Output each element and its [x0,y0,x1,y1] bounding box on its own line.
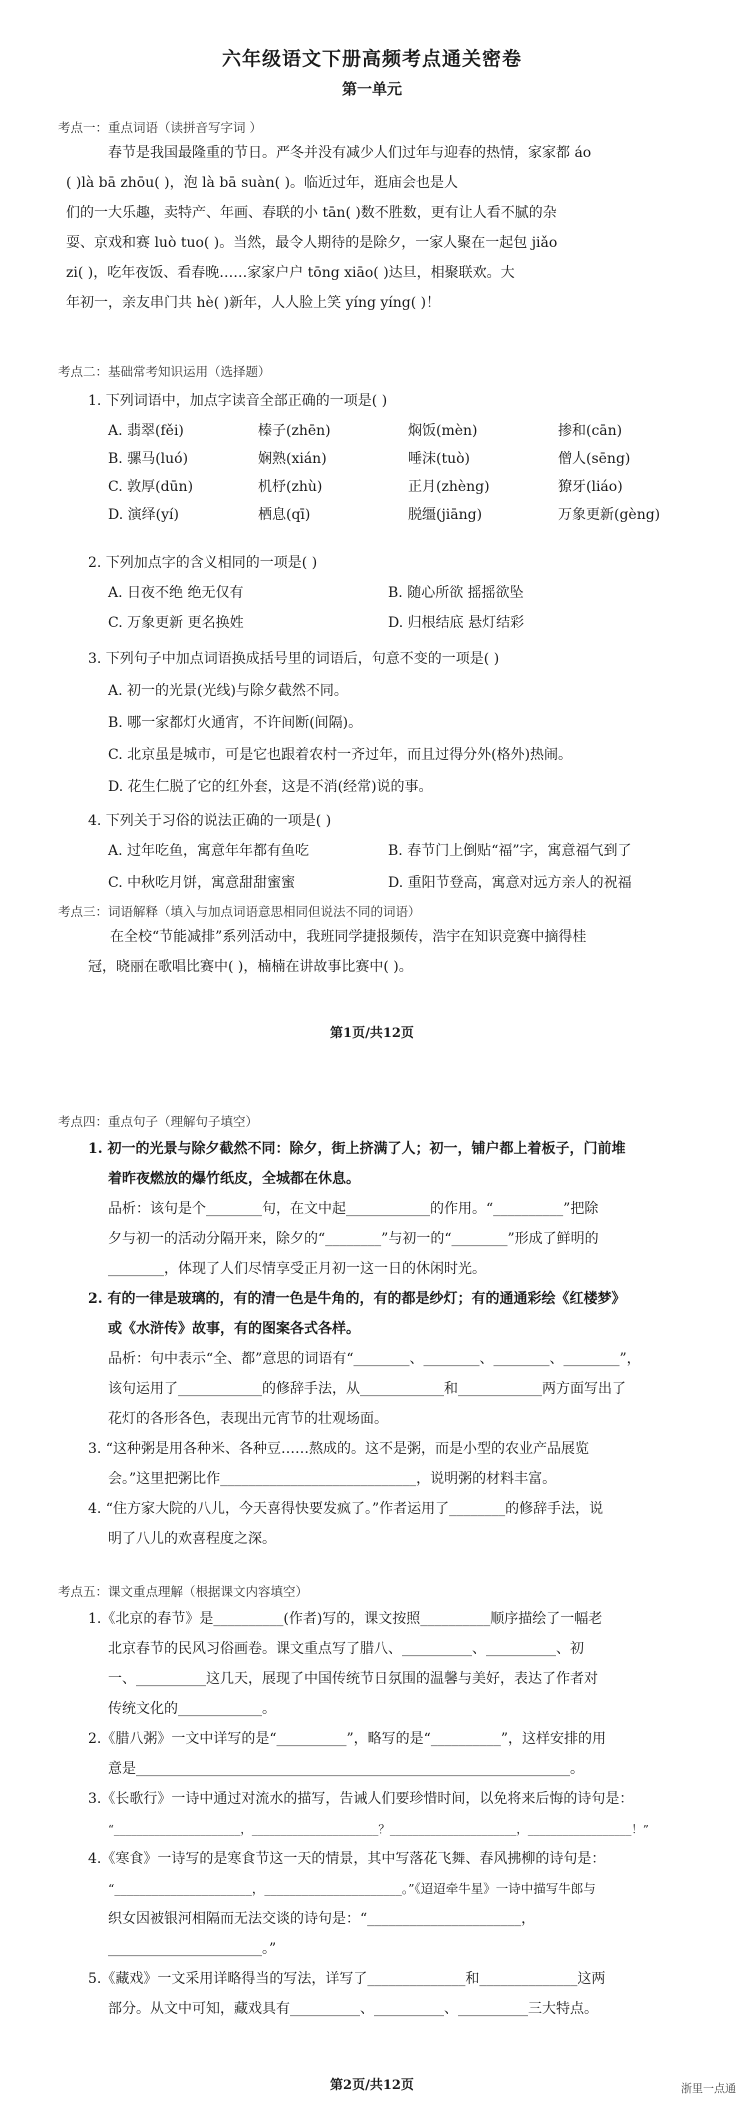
kp4-line: 3. “这种粥是用各种米、各种豆……熬成的。这不是粥，而是小型的农业产品展览 [88,1441,589,1457]
question-4-stem: 4. 下列关于习俗的说法正确的一项是( ) [88,813,332,829]
kp4-line: 或《水浒传》故事，有的图案各式各样。 [108,1321,360,1337]
section-heading-kp4: 考点四：重点句子（理解句子填空） [58,1114,259,1129]
kp4-line: 花灯的各形各色，表现出元宵节的壮观场面。 [108,1411,388,1427]
kp3-line: 在全校“节能减排”系列活动中，我班同学捷报频传，浩宇在知识竞赛中摘得桂 [110,929,587,945]
question-1-options [108,420,688,524]
kp4-line: 4. “住方家大院的八儿，今天喜得快要发疯了。”作者运用了________的修辞手法，说 [88,1501,604,1517]
section-heading-kp2: 考点二：基础常考知识运用（选择题） [58,364,271,379]
kp5-line: “______________________，______________________？______________________，__________________！” [108,1822,649,1836]
option-cell: D. 重阳节登高，寓意对远方亲人的祝福 [388,875,632,891]
option-cell: 榛子(zhēn) [258,423,331,439]
kp5-line: 5.《藏戏》一文采用详略得当的写法，详写了______________和______________这两 [88,1971,606,1987]
option-cell: C. 万象更新 更名换姓 [108,615,244,631]
kp4-line: 明了八儿的欢喜程度之深。 [108,1531,276,1547]
question-1-stem: 1. 下列词语中，加点字读音全部正确的一项是( ) [88,393,388,409]
kp4-line: 会。”这里把粥比作____________________________，说明粥的材料丰富。 [108,1471,557,1487]
kp5-line: 1.《北京的春节》是__________(作者)写的，课文按照__________顺序描绘了一幅老 [88,1611,603,1627]
kp1-line: 耍、京戏和赛 luò tuo( )。当然，最令人期待的是除夕，一家人聚在一起包 jiǎo [66,235,558,251]
kp4-line: 夕与初一的活动分隔开来，除夕的“________”与初一的“________”形成了鲜明的 [108,1231,599,1247]
kp4-line: 1. 初一的光景与除夕截然不同：除夕，街上挤满了人；初一，铺户都上着板子，门前堆 [88,1141,626,1157]
option-cell: 脱缰(jiāng) [408,507,483,523]
kp3-line: 冠，晓丽在歌唱比赛中( )，楠楠在讲故事比赛中( )。 [88,959,413,975]
option-cell: 娴熟(xián) [258,451,327,467]
kp4-line: 2. 有的一律是玻璃的，有的清一色是牛角的，有的都是纱灯；有的通通彩绘《红楼梦》 [88,1291,626,1307]
option-cell: A. 日夜不绝 绝无仅有 [108,585,244,601]
option-cell: 掺和(cān) [558,423,623,439]
kp1-line: 年初一，亲友串门共 hè( )新年，人人脸上笑 yíng yíng( )！ [66,295,441,311]
kp5-line: 部分。从文中可知，藏戏具有__________、__________、__________三大特点。 [108,2001,598,2017]
kp1-passage [66,138,592,318]
kp4-line: 着昨夜燃放的爆竹纸皮，全城都在休息。 [108,1171,360,1187]
page-2 [0,1070,744,2104]
kp5-line: 4.《寒食》一诗写的是寒食节这一天的情景，其中写落花飞舞、春风拂柳的诗句是： [88,1851,606,1867]
kp4-line: ________，体现了人们尽情享受正月初一这一日的休闲时光。 [108,1261,486,1277]
section-heading-kp5: 考点五：课文重点理解（根据课文内容填空） [58,1584,309,1599]
option-cell: 唾沫(tuò) [408,451,470,467]
kp4-line: 品析：句中表示“全、都”意思的词语有“________、________、________、________”， [108,1351,641,1367]
kp5-line: 传统文化的____________。 [108,1701,276,1717]
question-3-stem: 3. 下列句子中加点词语换成括号里的词语后，句意不变的一项是( ) [88,651,500,667]
question-3-option-a: A. 初一的光景(光线)与除夕截然不同。 [108,683,348,699]
kp3-passage [88,922,586,982]
section-heading-kp1: 考点一：重点词语（读拼音写字词 ） [58,120,262,135]
option-cell: 焖饭(mèn) [408,423,478,439]
option-cell: 僧人(sēng) [558,451,631,467]
kp1-line: 春节是我国最隆重的节日。严冬并没有减少人们过年与迎春的热情，家家都 áo [108,145,592,161]
option-cell: D. 归根结底 悬灯结彩 [388,615,525,631]
option-cell: B. 随心所欲 摇摇欲坠 [388,585,524,601]
kp5-line: 一、__________这几天，展现了中国传统节日氛围的温馨与美好，表达了作者对 [108,1671,598,1687]
option-cell: C. 敦厚(dūn) [108,479,194,495]
page-footer: 第2页/共12页 [330,2078,414,2093]
option-cell: C. 中秋吃月饼，寓意甜甜蜜蜜 [108,875,296,891]
option-cell: B. 春节门上倒贴“福”字，寓意福气到了 [388,843,632,859]
option-cell: A. 翡翠(fěi) [108,423,184,439]
kp5-line: 织女因被银河相隔而无法交谈的诗句是：“______________________， [108,1911,536,1927]
question-3-option-b: B. 哪一家都灯火通宵，不许间断(间隔)。 [108,715,363,731]
question-2-options [108,582,688,632]
kp5-line: 北京春节的民风习俗画卷。课文重点写了腊八、__________、__________、初 [108,1641,584,1657]
option-cell: 机杼(zhù) [258,479,323,495]
page-footer: 第1页/共12页 [330,1026,414,1041]
kp5-line: ______________________。” [108,1941,277,1957]
option-cell: B. 骡马(luó) [108,451,189,467]
kp5-line: 2.《腊八粥》一文中详写的是“__________”，略写的是“__________”，这样安排的用 [88,1731,606,1747]
section-heading-kp3: 考点三：词语解释（填入与加点词语意思相同但说法不同的词语） [58,904,421,919]
question-2-stem: 2. 下列加点字的含义相同的一项是( ) [88,555,318,571]
kp5-items [88,1604,688,2024]
kp1-line: 们的一大乐趣，卖特产、年画、春联的小 tān( )数不胜数，更有让人看不腻的杂 [66,205,557,221]
kp4-line: 品析：该句是个________句，在文中起____________的作用。“__________”把除 [108,1201,599,1217]
kp5-line: “______________________，______________________。”《迢迢牵牛星》一诗中描写牛郎与 [108,1881,596,1896]
watermark: 浙里一点通 [681,2082,736,2095]
option-cell: A. 过年吃鱼，寓意年年都有鱼吃 [108,843,310,859]
document-title: 六年级语文下册高频考点通关密卷 [221,48,522,70]
option-cell: 獠牙(liáo) [558,479,623,495]
kp1-line: ( )là bā zhōu( )，泡 là bā suàn( )。临近过年，逛庙会也是人 [66,175,459,191]
kp5-line: 3.《长歌行》一诗中通过对流水的描写，告诫人们要珍惜时间，以免将来后悔的诗句是： [88,1791,634,1807]
question-4-options [108,840,688,892]
question-3-option-d: D. 花生仁脱了它的红外套，这是不消(经常)说的事。 [108,779,433,795]
kp4-line: 该句运用了____________的修辞手法，从____________和____________两方面写出了 [108,1381,626,1397]
option-cell: 栖息(qī) [258,507,311,523]
option-cell: D. 演绎(yí) [108,507,179,523]
option-cell: 正月(zhèng) [408,479,490,495]
question-3-option-c: C. 北京虽是城市，可是它也跟着农村一齐过年，而且过得分外(格外)热闹。 [108,747,573,763]
kp1-line: zi( )，吃年夜饭、看春晚……家家户户 tōng xiāo( )达旦，相聚联欢。大 [66,265,515,281]
kp5-line: 意是______________________________________________________________。 [108,1761,584,1777]
kp4-items [88,1134,688,1554]
option-cell: 万象更新(gèng) [558,507,661,523]
unit-title: 第一单元 [341,80,402,98]
